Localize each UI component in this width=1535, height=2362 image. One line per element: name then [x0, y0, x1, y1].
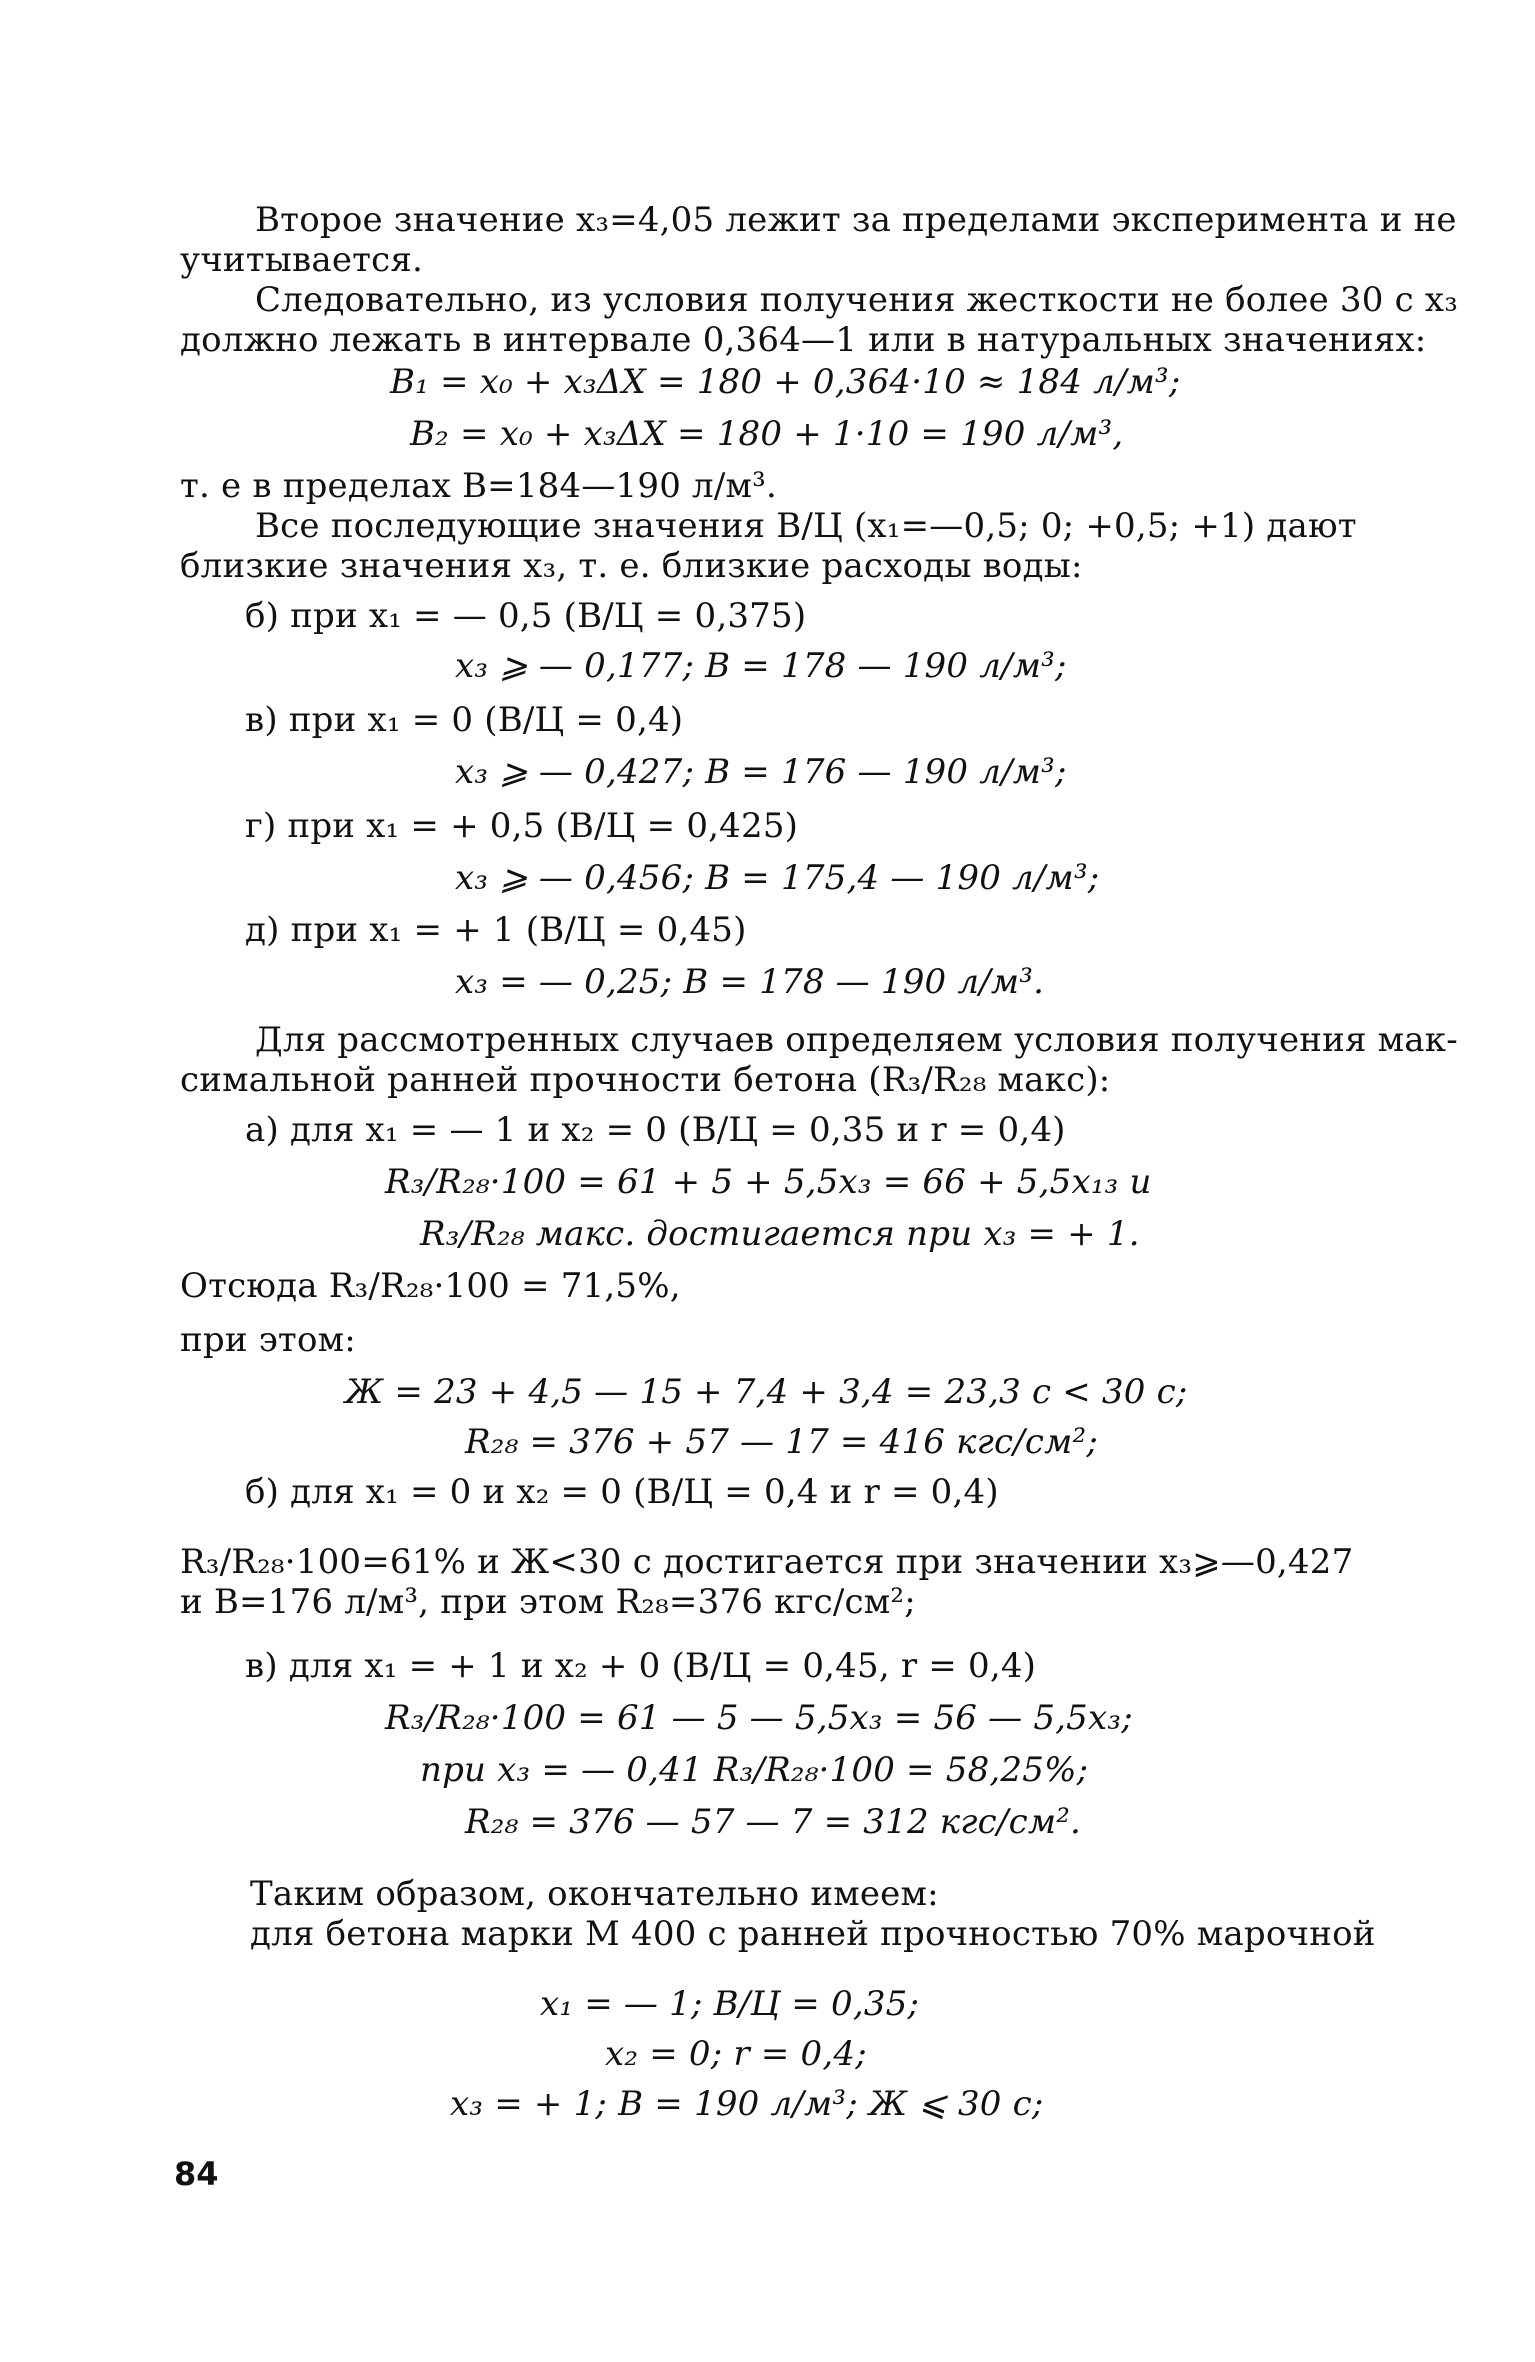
- equation-line: B₁ = x₀ + x₃ΔX = 180 + 0,364·10 ≈ 184 л/м³;: [390, 362, 1181, 402]
- case-line: г) при x₁ = + 0,5 (В/Ц = 0,425): [245, 806, 799, 846]
- case-line: д) при x₁ = + 1 (В/Ц = 0,45): [245, 910, 747, 950]
- equation-line: x₁ = — 1; В/Ц = 0,35;: [540, 1984, 920, 2024]
- equation-line: R₃/R₂₈·100 = 61 + 5 + 5,5x₃ = 66 + 5,5x₁₃ и: [385, 1162, 1152, 1202]
- equation-line: x₃ ⩾ — 0,177; B = 178 — 190 л/м³;: [455, 646, 1067, 686]
- text-line: R₃/R₂₈·100=61% и Ж<30 с достигается при значении x₃⩾—0,427: [180, 1542, 1354, 1582]
- text-line: Все последующие значения В/Ц (x₁=—0,5; 0; +0,5; +1) дают: [255, 506, 1357, 546]
- equation-line: x₃ ⩾ — 0,427; B = 176 — 190 л/м³;: [455, 752, 1067, 792]
- text-line: Таким образом, окончательно имеем:: [250, 1874, 939, 1914]
- text-line: должно лежать в интервале 0,364—1 или в натуральных значениях:: [180, 320, 1427, 360]
- equation-line: x₃ ⩾ — 0,456; B = 175,4 — 190 л/м³;: [455, 858, 1100, 898]
- case-line: а) для x₁ = — 1 и x₂ = 0 (В/Ц = 0,35 и r = 0,4): [245, 1110, 1066, 1150]
- equation-line: x₃ = — 0,25; B = 178 — 190 л/м³.: [455, 962, 1045, 1002]
- equation-line: x₃ = + 1; B = 190 л/м³; Ж ⩽ 30 с;: [450, 2084, 1044, 2124]
- case-line: б) при x₁ = — 0,5 (В/Ц = 0,375): [245, 596, 807, 636]
- equation-line: R₂₈ = 376 — 57 — 7 = 312 кгс/см².: [465, 1802, 1082, 1842]
- case-line: б) для x₁ = 0 и x₂ = 0 (В/Ц = 0,4 и r = 0,4): [245, 1472, 999, 1512]
- page-number: 84: [174, 2155, 219, 2193]
- text-line: для бетона марки М 400 с ранней прочностью 70% марочной: [250, 1914, 1376, 1954]
- text-line: учитывается.: [180, 240, 424, 280]
- equation-line: R₃/R₂₈·100 = 61 — 5 — 5,5x₃ = 56 — 5,5x₃;: [385, 1698, 1133, 1738]
- equation-line: R₃/R₂₈ макс. достигается при x₃ = + 1.: [420, 1214, 1140, 1254]
- text-line: т. е в пределах B=184—190 л/м³.: [180, 466, 777, 506]
- text-line: Второе значение x₃=4,05 лежит за пределами эксперимента и не: [255, 200, 1457, 240]
- equation-line: при x₃ = — 0,41 R₃/R₂₈·100 = 58,25%;: [420, 1750, 1089, 1790]
- text-line: близкие значения x₃, т. е. близкие расходы воды:: [180, 546, 1083, 586]
- equation-line: Ж = 23 + 4,5 — 15 + 7,4 + 3,4 = 23,3 с < 30 с;: [345, 1372, 1188, 1412]
- text-line: Следовательно, из условия получения жесткости не более 30 с x₃: [255, 280, 1459, 320]
- text-line: и B=176 л/м³, при этом R₂₈=376 кгс/см²;: [180, 1582, 916, 1622]
- text-line: симальной ранней прочности бетона (R₃/R₂₈ макс):: [180, 1060, 1111, 1100]
- case-line: в) при x₁ = 0 (В/Ц = 0,4): [245, 700, 684, 740]
- equation-line: R₂₈ = 376 + 57 — 17 = 416 кгс/см²;: [465, 1422, 1099, 1462]
- text-line: при этом:: [180, 1320, 356, 1360]
- equation-line: x₂ = 0; r = 0,4;: [605, 2034, 867, 2074]
- equation-line: B₂ = x₀ + x₃ΔX = 180 + 1·10 = 190 л/м³,: [410, 414, 1124, 454]
- text-line: Для рассмотренных случаев определяем условия получения мак-: [255, 1020, 1458, 1060]
- text-line: Отсюда R₃/R₂₈·100 = 71,5%,: [180, 1266, 681, 1306]
- case-line: в) для x₁ = + 1 и x₂ + 0 (В/Ц = 0,45, r = 0,4): [245, 1646, 1037, 1686]
